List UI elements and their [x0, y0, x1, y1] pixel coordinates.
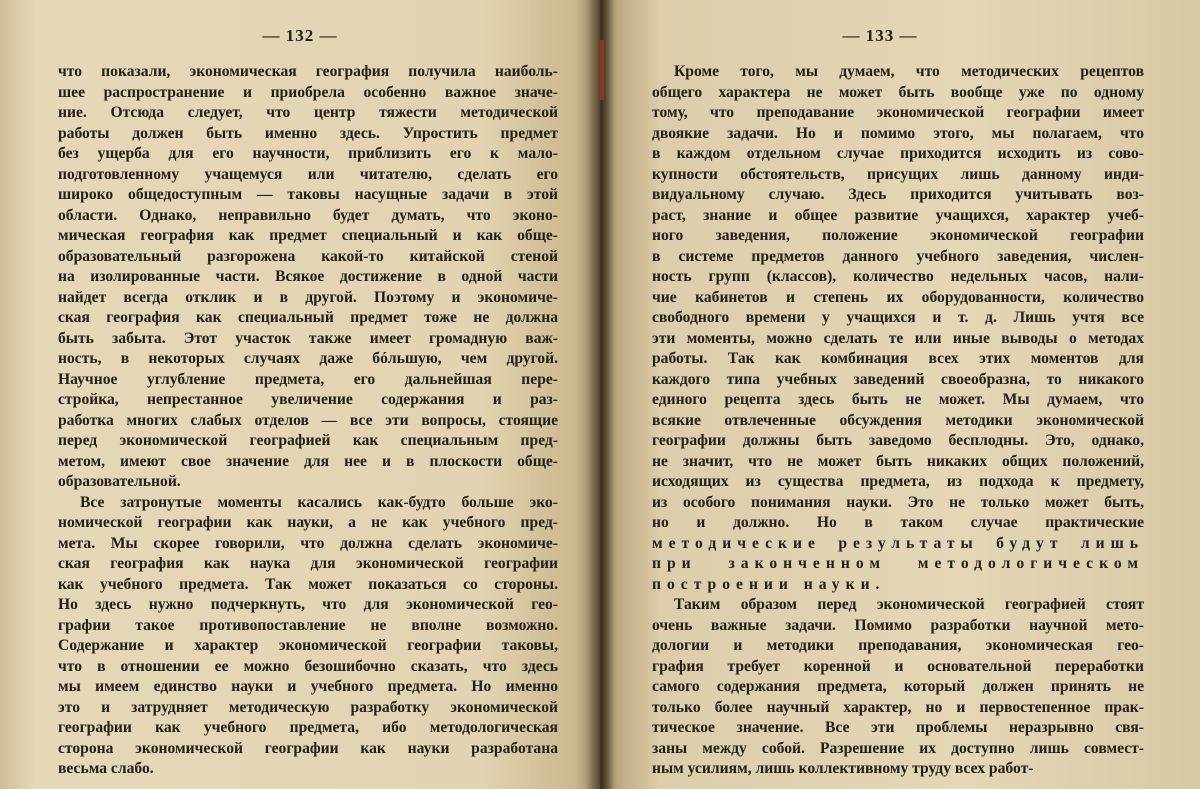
page-text-block [58, 62, 558, 780]
text-line: построении науки. [652, 575, 886, 593]
text-line: работка многих слабых отделов — все эти вопросы, стоящие [58, 411, 558, 429]
text-line: ская география как наука для экономической географии [58, 555, 558, 572]
text-line: ность групп (классов), количество недельных часов, нали- [652, 268, 1144, 285]
text-line: без ущерба для его научности, приблизить его к мало- [58, 145, 558, 162]
text-line: ного заведения, положение экономической географии [652, 227, 1144, 244]
text-line: Научное углубление предмета, его дальнейшая пере- [58, 370, 558, 388]
text-line: купности обстоятельств, присущих лишь данному инди- [652, 165, 1144, 183]
text-line: работы должен быть именно здесь. Упростить предмет [58, 124, 558, 142]
text-line: в системе предметов данного учебного заведения, числен- [652, 247, 1144, 265]
text-line: области. Однако, неправильно будет думать, что эконо- [58, 206, 558, 224]
text-line: что показали, экономическая география получила наиболь- [58, 63, 558, 80]
text-line: образовательный разгорожена какой-то китайской стеной [58, 247, 558, 265]
text-line: исходящих из существа предмета, из подхода к предмету, [652, 473, 1144, 490]
text-line: очень важные задачи. Помимо разработки научной мето- [652, 616, 1144, 634]
text-line: свободного времени у учащихся и т. д. Лишь учтя все [652, 309, 1144, 326]
text-line: весьма слабо. [58, 760, 154, 777]
text-line: при законченном методологическом [652, 555, 1144, 572]
text-line: мическая география как предмет специальный и как обще- [58, 227, 558, 244]
text-line: в каждом отдельном случае приходится исходить из сово- [652, 145, 1144, 162]
text-line: видуальному случаю. Здесь приходится учитывать воз- [652, 186, 1144, 203]
text-line: заны между собой. Разрешение их доступно лишь совмест- [652, 739, 1144, 757]
text-line: это и затрудняет методическую разработку экономической [58, 698, 558, 716]
text-line: Таким образом перед экономической географией стоят [674, 596, 1144, 613]
page-number: — 133 — [842, 26, 918, 45]
text-line: быть забыта. Этот участок также имеет громадную важ- [58, 329, 558, 347]
text-line: единого рецепта здесь быть не может. Мы думаем, что [652, 391, 1144, 408]
text-line: стройка, непрестанное увеличение содержания и раз- [58, 391, 558, 408]
text-line: Все затронутые моменты касались как-будто больше эко- [80, 493, 558, 511]
text-line: графия требует коренной и основательной переработки [652, 657, 1144, 675]
text-line: сторона экономической географии как науки разработана [58, 739, 558, 757]
bookmark-ribbon [600, 40, 604, 100]
text-line: чие кабинетов и степень их оборудованности, количество [652, 288, 1144, 306]
text-line: широко общедоступным — таковы насущные задачи в этой [58, 186, 558, 203]
text-line: Содержание и характер экономической географии таковы, [58, 637, 558, 654]
text-line: но и должно. Но в таком случае практические [652, 514, 1144, 531]
text-line: ность, в некоторых случаях даже бóльшую, чем другой. [58, 350, 558, 367]
text-line: географии должны быть заведомо бесплодны. Это, однако, [652, 432, 1144, 449]
text-line: найдет всегда отклик и в другой. Поэтому и экономиче- [58, 288, 558, 306]
text-line: эти моменты, можно сделать те или иные выводы о методах [652, 329, 1144, 347]
text-line: графии такое противопоставление не вполне возможно. [58, 616, 558, 634]
text-line: ным усилиям, лишь коллективному труду всех работ- [652, 760, 1034, 777]
text-line: методические результаты будут лишь [652, 534, 1144, 552]
right-page [600, 0, 1200, 789]
text-line: работы. Так как комбинация всех этих моментов для [652, 350, 1144, 367]
text-line: всякие отвлеченные обсуждения методики экономической [652, 411, 1144, 429]
text-line: номической географии как науки, а не как учебного пред- [58, 514, 558, 531]
text-line: метом, имеют свое значение для нее и в плоскости обще- [58, 452, 558, 470]
text-line: двоякие задачи. Но и помимо этого, мы полагаем, что [652, 124, 1144, 142]
text-line: только более научный характер, но и первостепенное прак- [652, 698, 1144, 716]
text-line: ская география как специальный предмет тоже не должна [58, 309, 558, 326]
text-line: Но здесь нужно подчеркнуть, что для экономической гео- [58, 596, 558, 613]
text-line: раст, знание и общее развитие учащихся, характер учеб- [652, 206, 1144, 224]
text-line: Кроме того, мы думаем, что методических рецептов [674, 63, 1144, 80]
text-line: шее распространение и приобрела особенно важное значе- [58, 83, 558, 101]
text-line: образовательной. [58, 473, 181, 490]
text-line: тому, что преподавание экономической географии имеет [652, 104, 1144, 121]
text-line: каждого типа учебных заведений своеобразна, то никакого [652, 370, 1144, 388]
text-line: тическое значение. Все эти проблемы неразрывно свя- [652, 719, 1144, 736]
text-line: подготовленному учащемуся или читателю, сделать его [58, 165, 558, 183]
text-line: из особого понимания науки. Это не только может быть, [652, 493, 1144, 511]
text-line: общего характера не может быть вообще уже по одному [652, 83, 1144, 101]
book-gutter [586, 0, 614, 789]
text-line: что в отношении ее можно безошибочно сказать, что здесь [58, 657, 558, 675]
page-number: — 132 — [262, 26, 338, 45]
text-line: на изолированные части. Всякое достижение в одной части [58, 268, 558, 285]
text-line: перед экономической географией как специальным пред- [58, 432, 558, 449]
text-line: мета. Мы скорее говорили, что должна сделать экономиче- [58, 534, 558, 552]
text-line: самого содержания предмета, который должен принять не [652, 678, 1144, 695]
text-line: географии как учебного предмета, ибо методологическая [58, 719, 558, 736]
text-line: мы имеем единство науки и учебного предмета. Но именно [58, 678, 558, 695]
text-line: ние. Отсюда следует, что центр тяжести методической [58, 104, 558, 121]
text-line: не значит, что не может быть никаких общих положений, [652, 452, 1144, 470]
text-line: как учебного предмета. Так может показаться со стороны. [58, 575, 558, 593]
page-text-block [652, 62, 1144, 780]
text-line: дологии и методики преподавания, экономическая гео- [652, 637, 1144, 654]
